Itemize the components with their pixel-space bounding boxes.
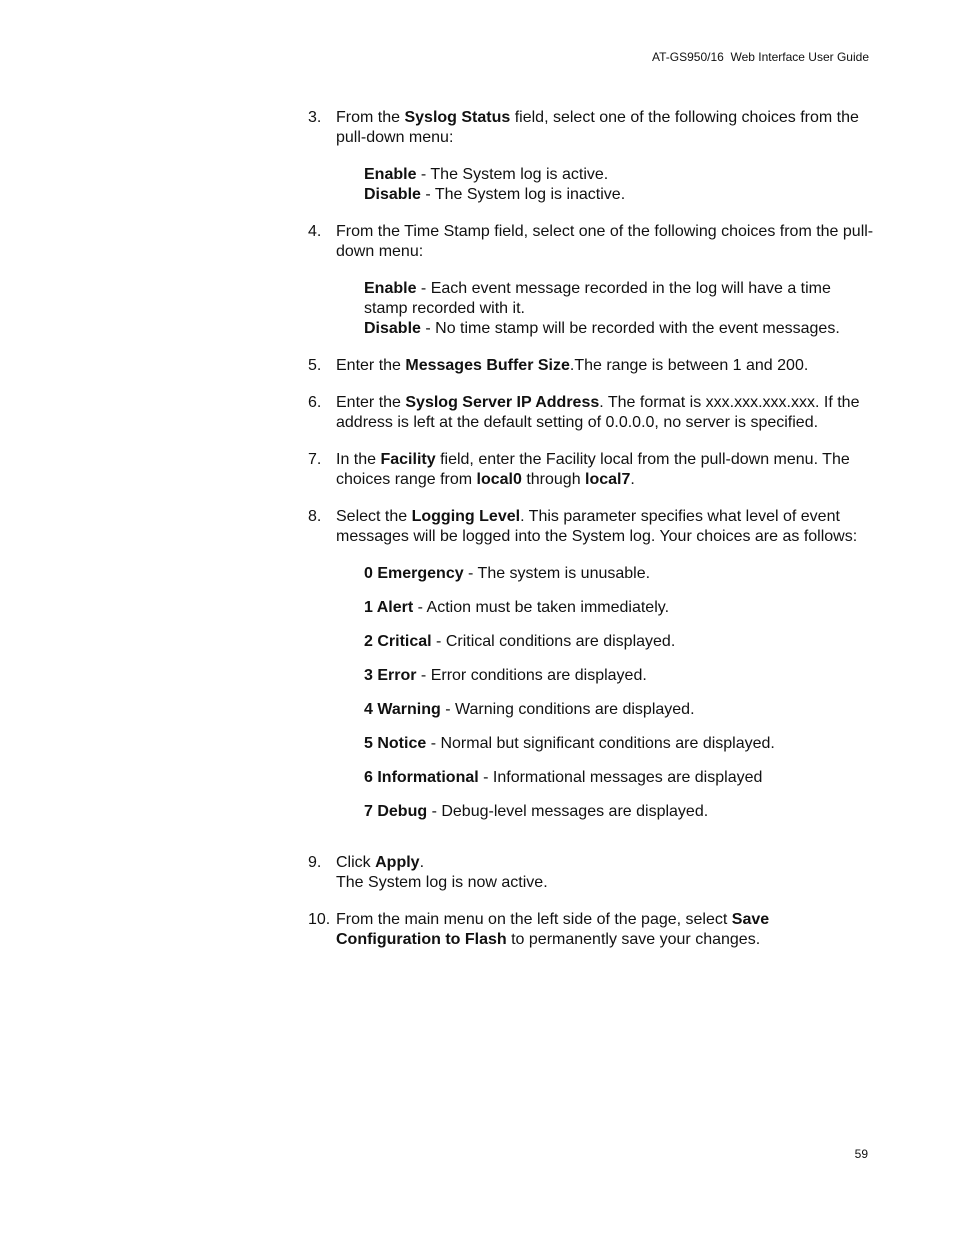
- text-run: Enter the: [336, 357, 406, 374]
- choice-item: [364, 319, 874, 339]
- level-desc: - The system is unusable.: [463, 565, 651, 582]
- text-run: .The range is between 1 and 200.: [569, 357, 809, 374]
- text-run: to permanently save your changes.: [506, 931, 761, 948]
- step-body: [336, 108, 874, 205]
- step-text: [336, 108, 874, 148]
- text-run: .: [419, 854, 425, 871]
- field-name: Syslog Status: [404, 109, 511, 126]
- text-run: .: [630, 471, 635, 488]
- level-desc: - Critical conditions are displayed.: [431, 633, 676, 650]
- step-number: 10.: [308, 911, 331, 928]
- step-number: 3.: [308, 109, 322, 126]
- level-desc: - Normal but significant conditions are displayed.: [426, 735, 775, 752]
- step-body: [336, 853, 874, 893]
- level-item: [364, 734, 874, 754]
- choice-item: [364, 279, 874, 319]
- choice-term: Enable: [364, 280, 417, 297]
- step-body: [336, 450, 874, 490]
- step-number: 7.: [308, 451, 322, 468]
- level-desc: - Informational messages are displayed: [478, 769, 763, 786]
- level-term: 0 Emergency: [364, 565, 464, 582]
- choice-term: Disable: [364, 186, 421, 203]
- choice-desc: - Each event message recorded in the log will have a time stamp recorded with it.: [364, 280, 831, 317]
- level-term: 3 Error: [364, 667, 417, 684]
- step-result: The System log is now active.: [336, 874, 548, 891]
- step-body: [336, 507, 874, 836]
- level-item: [364, 666, 874, 686]
- choice-item: [364, 165, 874, 185]
- range-end: local7: [585, 471, 631, 488]
- level-item: [364, 700, 874, 720]
- choice-list: [364, 165, 874, 205]
- apply-button-name: Apply: [375, 854, 420, 871]
- choice-desc: - No time stamp will be recorded with the event messages.: [420, 320, 840, 337]
- step-text: [336, 910, 874, 950]
- step-6: [308, 393, 874, 433]
- step-text: From the Time Stamp field, select one of the following choices from the pull-down menu:: [336, 223, 874, 260]
- field-name: Messages Buffer Size: [405, 357, 570, 374]
- running-header: AT-GS950/16 Web Interface User Guide: [652, 50, 869, 64]
- level-term: 6 Informational: [364, 769, 479, 786]
- choice-term: Enable: [364, 166, 417, 183]
- step-number: 9.: [308, 854, 322, 871]
- text-run: field, select one of the following choices from the pull-down menu:: [336, 109, 859, 146]
- step-text: [336, 393, 874, 433]
- step-number: 8.: [308, 508, 322, 525]
- level-item: [364, 768, 874, 788]
- level-term: 1 Alert: [364, 599, 414, 616]
- step-7: [308, 450, 874, 490]
- level-desc: - Warning conditions are displayed.: [440, 701, 695, 718]
- choice-item: [364, 185, 874, 205]
- text-run: . The format is xxx.xxx.xxx.xxx. If the address is left at the default setting of 0.0.0.0, no server is specified.: [336, 394, 860, 431]
- step-number: 6.: [308, 394, 322, 411]
- level-desc: - Action must be taken immediately.: [413, 599, 670, 616]
- text-run: field, enter the Facility local from the pull-down menu. The choices range from: [336, 451, 850, 488]
- step-text: [336, 356, 874, 376]
- step-body: [336, 910, 874, 950]
- text-run: Click: [336, 854, 376, 871]
- text-run: Enter the: [336, 394, 406, 411]
- text-run: From the: [336, 109, 405, 126]
- step-10: [308, 910, 874, 950]
- step-number: 5.: [308, 357, 322, 374]
- choice-desc: - The System log is active.: [416, 166, 609, 183]
- text-run: Select the: [336, 508, 412, 525]
- choice-term: Disable: [364, 320, 421, 337]
- step-number: 4.: [308, 223, 322, 240]
- level-item: [364, 802, 874, 822]
- level-term: 2 Critical: [364, 633, 432, 650]
- level-desc: - Error conditions are displayed.: [416, 667, 647, 684]
- step-body: [336, 222, 874, 339]
- level-term: 5 Notice: [364, 735, 427, 752]
- level-term: 7 Debug: [364, 803, 428, 820]
- procedure-steps: [308, 108, 874, 967]
- level-item: [364, 632, 874, 652]
- step-8: [308, 507, 874, 836]
- field-name: Logging Level: [411, 508, 521, 525]
- text-run: In the: [336, 451, 381, 468]
- step-9: [308, 853, 874, 893]
- level-desc: - Debug-level messages are displayed.: [427, 803, 709, 820]
- text-run: From the main menu on the left side of the page, select: [336, 911, 732, 928]
- field-name: Syslog Server IP Address: [405, 394, 600, 411]
- text-run: . This parameter specifies what level of event messages will be logged into the System log. Your choices are as follows:: [336, 508, 858, 545]
- page-number: 59: [854, 1147, 868, 1161]
- logging-level-list: [364, 564, 874, 822]
- step-4: [308, 222, 874, 339]
- step-5: [308, 356, 874, 376]
- step-text: [336, 853, 874, 873]
- level-item: [364, 598, 874, 618]
- level-item: [364, 564, 874, 584]
- choice-desc: - The System log is inactive.: [420, 186, 626, 203]
- field-name: Facility: [380, 451, 436, 468]
- text-run: through: [521, 471, 586, 488]
- range-start: local0: [476, 471, 522, 488]
- step-text: [336, 507, 874, 547]
- step-3: [308, 108, 874, 205]
- level-term: 4 Warning: [364, 701, 441, 718]
- menu-item-name: Save Configuration to Flash: [336, 911, 770, 948]
- choice-list: [364, 279, 874, 339]
- step-text: [336, 450, 874, 490]
- step-body: [336, 393, 874, 433]
- step-body: [336, 356, 874, 376]
